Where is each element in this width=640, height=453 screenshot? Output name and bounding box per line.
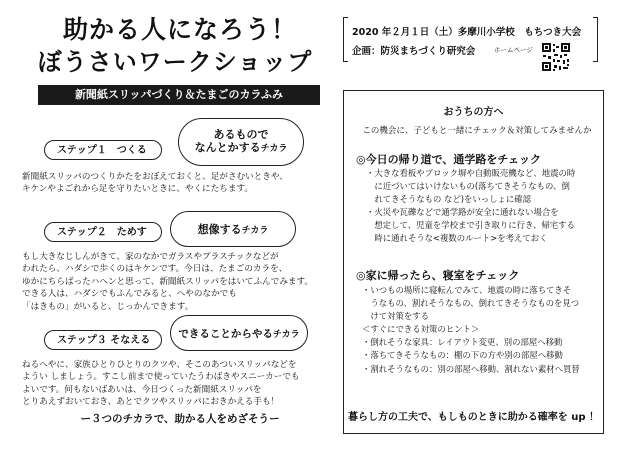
text-line: とりあえずおいておき、あとでクツやスリッパにおきかえる手も！ xyxy=(22,397,280,408)
list-item: ・割れそうなもの：別の部屋へ移動、割れない素材へ買替 xyxy=(362,363,580,374)
homepage-label[interactable]: ホームページ xyxy=(494,46,533,54)
list-item: ＜すぐにできる対策のヒント＞ xyxy=(362,324,480,335)
step2-label: ステップ２ ためす xyxy=(44,222,162,242)
list-item: 時に通れそうな<複数のルート>を考えておく xyxy=(366,233,548,244)
qr-code-icon[interactable] xyxy=(541,42,571,72)
box-title: おうちの方へ xyxy=(443,107,504,118)
list-item: ・落ちてきそうなもの：棚の下の方や別の部屋へ移動 xyxy=(362,350,563,361)
step1-bubble-main: あるもので なんとかする xyxy=(194,128,269,154)
step1-label: ステップ１ つくる xyxy=(44,140,162,160)
text-line: われたら、ハダシで歩くのはキケンです。今日は、たまごのカラを、 xyxy=(22,264,288,275)
list-item: うなもの、割れそうなもの、倒れてきそうなものを見つ xyxy=(362,298,580,309)
step3-text xyxy=(22,359,340,409)
list-item: ・倒れそうな家具：レイアウト変更、別の部屋へ移動 xyxy=(362,337,563,348)
title-line1: 助かる人になろう！ xyxy=(62,15,297,44)
list-item: 想定して、児童を学校まで引き取りに行き、帰宅する xyxy=(366,220,575,231)
list-item: ・いつもの場所に寝転んでみて、地震の時に落ちてきそ xyxy=(362,285,572,295)
parents-box xyxy=(343,90,604,434)
step2-bubble-main: 想像する xyxy=(197,223,242,236)
list-item: に近づいてはいけないもの(落ちてきそうなもの、倒 xyxy=(366,181,570,192)
step3-label: ステップ３ そなえる xyxy=(44,330,162,350)
step3-bubble-main: できることからやる xyxy=(178,327,273,340)
list-item: ・大きな看板やブロック塀や自動販売機など、地震の時 xyxy=(366,168,576,178)
step3-bubble-suffix: チカラ xyxy=(272,329,300,340)
step1-bubble-suffix: チカラ xyxy=(260,144,288,154)
box-intro: この機会に、子どもと一緒にチェック＆対策してみませんか xyxy=(362,126,592,136)
step2-bubble-suffix: チカラ xyxy=(241,226,269,236)
text-line: できる人は、ハダシでもふんでみると、へやのなかでも xyxy=(22,289,237,300)
list-item: ・火災や瓦礫などで通学路が安全に通れない場合を xyxy=(366,207,559,218)
text-line: 「はきもの」がいると、じっかんできます。 xyxy=(22,301,194,312)
list-item: れてきそうなもの など)をいっしょに確認 xyxy=(366,194,532,205)
text-line: ゆかにちらばったハヘンと思って、新聞紙スリッパをはいてふんでみます。 xyxy=(22,276,313,287)
event-info: 2020 年２月１日（土）多摩川小学校 もちつき大会 xyxy=(352,27,582,38)
text-line: ねるへやに、家族ひとりひとりのクツや、そこのあついスリッパなどを xyxy=(22,360,297,370)
text-line: ようい しましょう。すこし前まで使っていたうわばきやスニーカーでも xyxy=(22,372,300,383)
text-line: もし大きなじしんがきて、家のなかでガラスやプラスチックなどが xyxy=(22,252,279,262)
section2-title: ◎家に帰ったら、寝室をチェック xyxy=(356,269,520,282)
text-line: 新聞紙スリッパのつくりかたをおぼえておくと、足がさむいときや、 xyxy=(22,172,288,182)
step2-bubble xyxy=(170,211,296,247)
step3-bubble xyxy=(170,315,308,351)
title-line2: ぼうさいワークショップ xyxy=(37,48,313,76)
step1-bubble xyxy=(178,118,304,166)
text-line: よいです。何もないばあいは、今日つくった新聞紙スリッパを xyxy=(22,384,262,395)
banner: 新聞紙スリッパづくり＆たまごのカラふみ xyxy=(38,85,320,105)
list-item: けて対策をする xyxy=(362,311,429,322)
section1-title: ◎今日の帰り道で、通学路をチェック xyxy=(356,153,542,166)
text-line: キケンやよごれから足を守りたいときに、やくにたちます。 xyxy=(22,184,253,195)
section1-list xyxy=(366,167,602,246)
organizer: 企画：防災まちづくり研究会 xyxy=(352,46,476,57)
box-footer: 暮らし方の工夫で、もしものときに助かる確率を up ！ xyxy=(347,412,600,423)
slogan: ー３つのチカラで、助かる人をめざそうー xyxy=(80,413,280,425)
section2-list xyxy=(362,284,602,376)
step2-text xyxy=(22,251,337,313)
step1-text xyxy=(22,171,332,196)
